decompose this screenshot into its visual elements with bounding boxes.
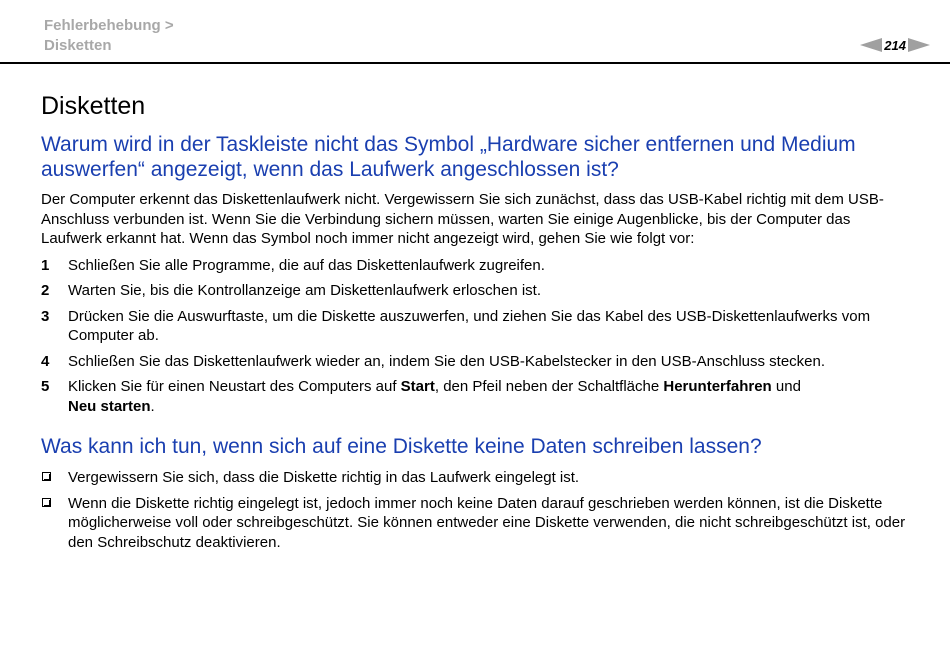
checkbox-bullet-icon bbox=[42, 498, 51, 507]
triangle-right-icon[interactable] bbox=[908, 38, 930, 52]
step-text: Warten Sie, bis die Kontrollanzeige am Diskettenlaufwerk erloschen ist. bbox=[68, 282, 541, 299]
bullet-item bbox=[41, 494, 911, 553]
steps-list bbox=[41, 256, 911, 417]
section-heading-taskbar-icon: Warum wird in der Taskleiste nicht das Symbol „Hardware sicher entfernen und Medium auswerfen“ angezeigt, wenn das Laufwerk angeschlossen ist? bbox=[41, 133, 856, 181]
step-text: Schließen Sie alle Programme, die auf das Diskettenlaufwerk zugreifen. bbox=[68, 256, 545, 274]
bullet-text: Wenn die Diskette richtig eingelegt ist, jedoch immer noch keine Daten darauf geschrieben werden können, ist die Diskette möglicherweise voll oder schreibgeschützt. Sie können entweder eine Diskette verwenden, die nicht schreibgeschützt ist, oder den Schreibschutz deaktivieren. bbox=[68, 494, 906, 551]
step-item bbox=[41, 281, 911, 301]
step-bold-shutdown: Herunterfahren bbox=[663, 378, 772, 395]
step-text-part: Klicken Sie für einen Neustart des Computers auf bbox=[68, 378, 401, 395]
step-item bbox=[41, 377, 911, 416]
bullet-text: Vergewissern Sie sich, dass die Diskette richtig in das Laufwerk eingelegt ist. bbox=[68, 469, 580, 486]
breadcrumb bbox=[44, 16, 174, 56]
page-navigator bbox=[860, 36, 930, 54]
page-title: Disketten bbox=[41, 92, 146, 120]
step-number: 4 bbox=[41, 352, 50, 370]
step-item bbox=[41, 307, 911, 346]
step-text: Drücken Sie die Auswurftaste, um die Diskette auszuwerfen, und ziehen Sie das Kabel des USB-Diskettenlaufwerks vom Computer ab. bbox=[68, 307, 871, 344]
step-item bbox=[41, 256, 911, 276]
step-text-part: . bbox=[150, 397, 155, 415]
bullet-list bbox=[41, 468, 911, 552]
checkbox-bullet-icon bbox=[42, 472, 51, 481]
bullet-item bbox=[41, 468, 911, 488]
step-bold-start: Start bbox=[400, 378, 435, 395]
header-divider bbox=[0, 62, 950, 64]
step-number: 1 bbox=[41, 256, 50, 274]
page-number: 214 bbox=[884, 37, 906, 53]
section-intro: Der Computer erkennt das Diskettenlaufwerk nicht. Vergewissern Sie sich zunächst, dass das USB-Kabel richtig mit dem USB-Anschluss verbunden ist. Wenn Sie die Verbindung sichern müssen, warten Sie einige Augenblicke, bis der Computer das Laufwerk erkannt hat. Wenn das Symbol noch immer nicht angezeigt wird, gehen Sie wie folgt vor: bbox=[41, 191, 884, 247]
breadcrumb-current: Disketten bbox=[44, 37, 112, 54]
triangle-left-icon[interactable] bbox=[860, 38, 882, 52]
step-item bbox=[41, 352, 911, 372]
step-number: 2 bbox=[41, 282, 50, 299]
step-text-part: und bbox=[771, 378, 801, 395]
step-bold-restart: Neu starten bbox=[68, 397, 151, 415]
breadcrumb-parent[interactable]: Fehlerbehebung > bbox=[44, 17, 174, 34]
step-number: 3 bbox=[41, 307, 50, 325]
page-header bbox=[0, 0, 950, 64]
step-number: 5 bbox=[41, 378, 50, 395]
step-text: Schließen Sie das Diskettenlaufwerk wieder an, indem Sie den USB-Kabelstecker in den USB-Anschluss stecken. bbox=[68, 352, 826, 370]
section-heading-write-protect: Was kann ich tun, wenn sich auf eine Diskette keine Daten schreiben lassen? bbox=[41, 435, 762, 458]
main-content bbox=[41, 90, 911, 558]
step-text-part: , den Pfeil neben der Schaltfläche bbox=[434, 378, 664, 395]
